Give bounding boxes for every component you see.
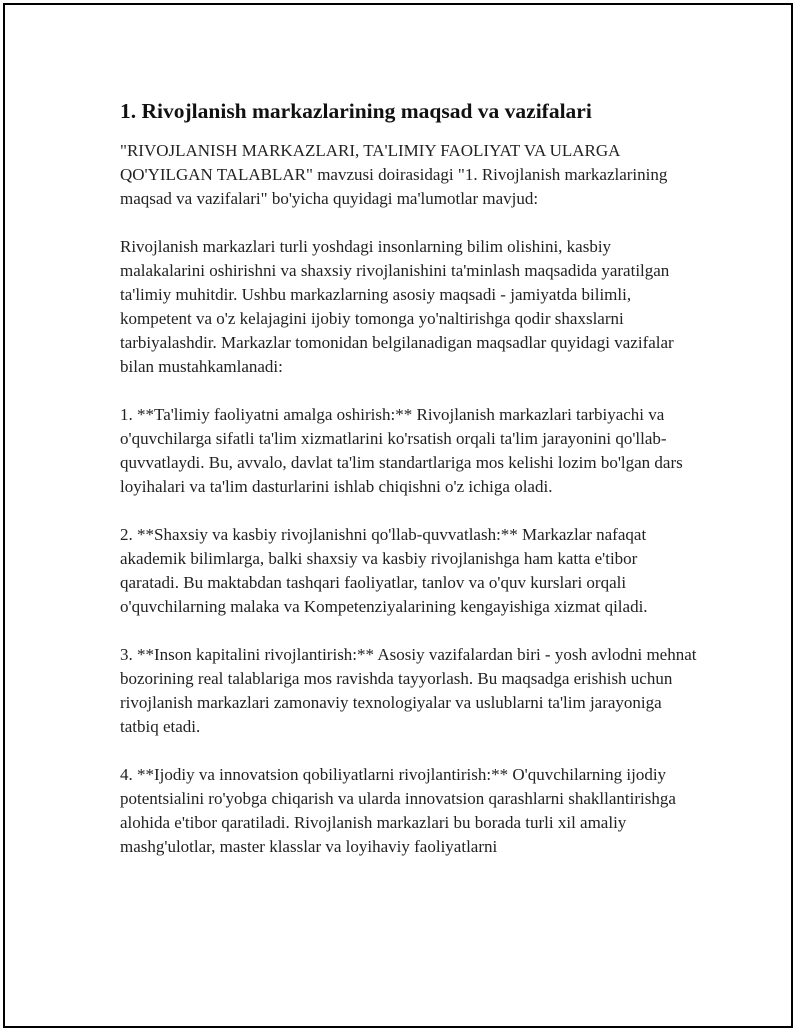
list-item-paragraph: 1. **Ta'limiy faoliyatni amalga oshirish:** Rivojlanish markazlari tarbiyachi va o'quvchilarga sifatli ta'lim xizmatlarini ko'rsatish orqali ta'lim jarayonini qo'llab-quvvatlaydi. Bu, avvalo, davlat ta'lim standartlariga mos kelishi lozim bo'lgan dars loyihalari va ta'lim dasturlarini ishlab chiqishni o'z ichiga oladi. bbox=[120, 405, 683, 496]
document-page bbox=[3, 3, 793, 1028]
document-title: 1. Rivojlanish markazlarining maqsad va vazifalari bbox=[120, 99, 592, 123]
intro-paragraph: "RIVOJLANISH MARKAZLARI, TA'LIMIY FAOLIYAT VA ULARGA QO'YILGAN TALABLAR" mavzusi doirasidagi "1. Rivojlanish markazlarining maqsad va vazifalari" bo'yicha quyidagi ma'lumotlar mavjud: bbox=[120, 141, 668, 208]
document-content bbox=[120, 97, 700, 859]
list-item-paragraph: 2. **Shaxsiy va kasbiy rivojlanishni qo'llab-quvvatlash:** Markazlar nafaqat akademik bilimlarga, balki shaxsiy va kasbiy rivojlanishga ham katta e'tibor qaratadi. Bu maktabdan tashqari faoliyatlar, tanlov va o'quv kurslari orqali o'quvchilarning malaka va Kompetenziyalarining kengayishiga xizmat qiladi. bbox=[120, 525, 648, 616]
list-item-paragraph: 4. **Ijodiy va innovatsion qobiliyatlarni rivojlantirish:** O'quvchilarning ijodiy potentsialini ro'yobga chiqarish va ularda innovatsion qarashlarni shakllantirishga alohida e'tibor qaratiladi. Rivojlanish markazlari bu borada turli xil amaliy mashg'ulotlar, master klasslar va loyihaviy faoliyatlarni bbox=[120, 765, 676, 856]
list-item-paragraph: 3. **Inson kapitalini rivojlantirish:** Asosiy vazifalardan biri - yosh avlodni mehnat bozorining real talablariga mos ravishda tayyorlash. Bu maqsadga erishish uchun rivojlanish markazlari zamonaviy texnologiyalar va uslublarni ta'lim jarayoniga tatbiq etadi. bbox=[120, 645, 697, 736]
overview-paragraph: Rivojlanish markazlari turli yoshdagi insonlarning bilim olishini, kasbiy malakalarini oshirishni va shaxsiy rivojlanishini ta'minlash maqsadida yaratilgan ta'limiy muhitdir. Ushbu markazlarning asosiy maqsadi - jamiyatda bilimli, kompetent va o'z kelajagini ijobiy tomonga yo'naltirishga qodir shaxslarni tarbiyalashdir. Markazlar tomonidan belgilanadigan maqsadlar quyidagi vazifalar bilan mustahkamlanadi: bbox=[120, 237, 674, 376]
